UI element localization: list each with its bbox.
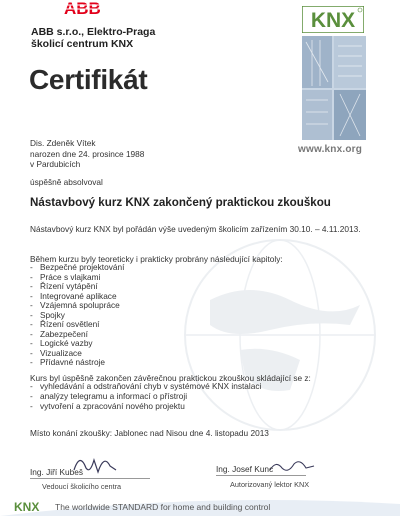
organization-line-1: ABB s.r.o., Elektro-Praga: [31, 26, 156, 38]
svg-text:KNX: KNX: [310, 9, 356, 32]
signatory-right-name: Ing. Josef Kunc: [216, 464, 274, 474]
signature-line-left: [30, 478, 150, 479]
list-item: - Vzájemná spolupráce: [30, 300, 120, 310]
exam-place-date: Místo konání zkoušky: Jablonec nad Nisou dne 4. listopadu 2013: [30, 428, 269, 438]
list-item: - Řízení osvětlení: [30, 319, 100, 329]
organization-name: [31, 26, 155, 50]
list-item: - Integrované aplikace: [30, 290, 117, 301]
list-item: - Spojky: [30, 309, 65, 320]
list-item: - analýzy telegramu a informací o přístroji: [30, 390, 188, 401]
course-title: Nástavbový kurz KNX zakončený praktickou zkouškou: [30, 196, 331, 209]
signatory-left-role: Vedoucí školicího centra: [42, 482, 122, 491]
knx-logo-block: [296, 2, 376, 142]
list-item: - Vizualizace: [30, 347, 82, 358]
knx-footer-logo-icon: [14, 499, 48, 513]
exam-intro: Kurs byl úspěšně zakončen závěrečnou praktickou zkouškou skládající se z:: [30, 373, 311, 383]
certificate-title: Certifikát: [29, 64, 148, 95]
signatory-left-name: Ing. Jiří Kubeš: [30, 467, 84, 477]
topics-list: [30, 263, 124, 368]
exam-list: [30, 382, 261, 411]
knx-logo-icon: [302, 6, 364, 33]
recipient-birthplace: v Pardubicích: [30, 159, 81, 169]
organization-line-2: školicí centrum KNX: [31, 38, 134, 50]
svg-text:KNX: KNX: [14, 500, 40, 513]
list-item: - Přídavné nástroje: [30, 357, 106, 367]
recipient-details: [30, 138, 144, 170]
building-photo-icon: [302, 36, 366, 140]
course-dates-text: Nástavbový kurz KNX byl pořádán výše uvedeným školicím zařízením 30.10. – 4.11.2013.: [30, 224, 361, 234]
list-item: - Logické vazby: [30, 338, 93, 348]
list-item: - Zabezpečení: [30, 328, 88, 339]
list-item: - vytvoření a zpracování nového projektu: [30, 400, 185, 411]
list-item: - Bezpečné projektování: [30, 262, 125, 272]
footer-tagline: The worldwide STANDARD for home and building control: [55, 502, 271, 512]
list-item: - vyhledávání a odstraňování chyb v systémové KNX instalaci: [30, 381, 262, 391]
list-item: - Řízení vytápění: [30, 281, 98, 291]
recipient-name: Dis. Zdeněk Vítek: [30, 138, 96, 148]
knx-website: www.knx.org: [298, 144, 363, 155]
recipient-birth: narozen dne 24. prosince 1988: [30, 148, 145, 159]
signatory-right-role: Autorizovaný lektor KNX: [230, 480, 310, 489]
list-item: - Práce s vlajkami: [30, 271, 101, 282]
signature-line-right: [216, 475, 306, 476]
abb-logo-icon: [64, 0, 110, 16]
signature-right-icon: [268, 456, 316, 476]
topics-intro: Během kurzu byly teoreticky i prakticky probrány následující kapitoly:: [30, 254, 283, 264]
passed-text: úspěšně absolvoval: [30, 177, 103, 187]
svg-text:ABB: ABB: [64, 0, 101, 16]
